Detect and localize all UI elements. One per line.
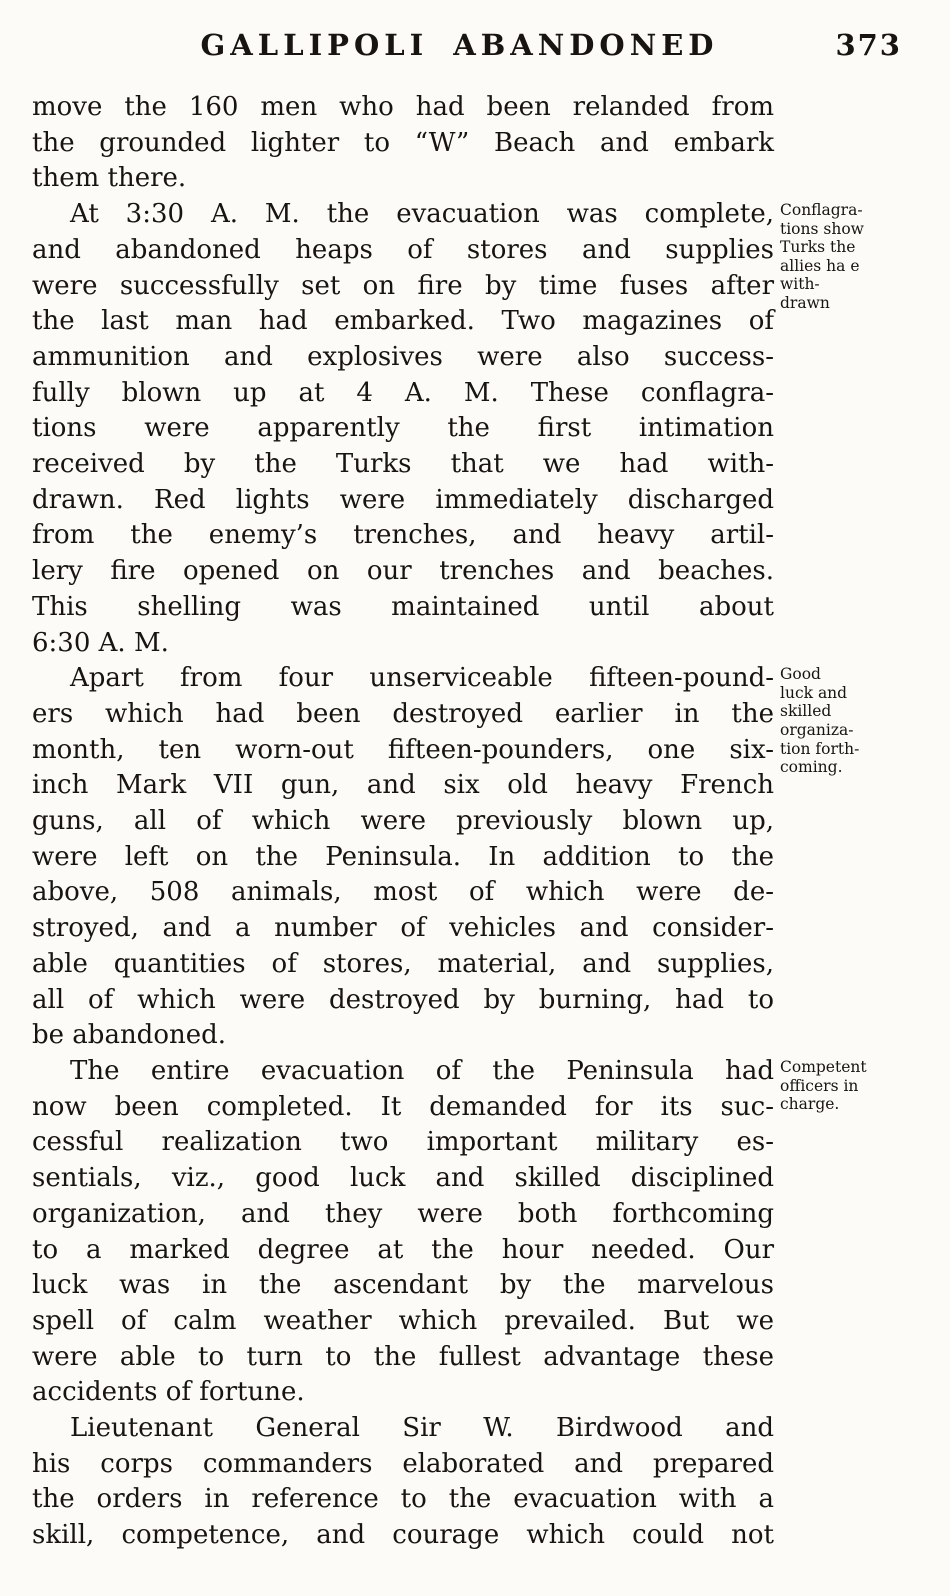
text-line: guns, all of which were previously blown up, [32,806,774,837]
text-line: month, ten worn-out fifteen-pounders, one six- [32,734,774,765]
text-line: inch Mark VII gun, and six old heavy French [32,770,774,801]
text-line: the orders in reference to the evacuation with a [32,1484,774,1515]
text-line: the grounded lighter to “W” Beach and embark [32,127,774,158]
page-title: GALLIPOLI ABANDONED [200,28,719,62]
paragraph [32,1411,774,1554]
paragraph [32,197,864,661]
text-line: received by the Turks that we had with- [32,449,774,480]
text-column [32,90,867,1554]
margin-note [780,201,950,313]
text-line: move the 160 men who had been relanded from [32,92,774,122]
paragraph [32,90,774,197]
margin-note-line: drawn [780,294,830,313]
margin-note-line: allies ha e [780,256,860,275]
page-number: 373 [835,28,902,62]
margin-note-line: tions show [780,219,864,238]
text-line: At 3:30 A. M. the evacuation was complete, [70,199,774,230]
margin-note-line: charge. [780,1095,840,1114]
text-line: This shelling was maintained until about [32,591,774,622]
text-line: stroyed, and a number of vehicles and consider- [32,913,774,944]
margin-note-line: coming. [780,758,843,777]
margin-note-line: tion forth- [780,739,860,758]
text-line: his corps commanders elaborated and prepared [32,1448,774,1479]
text-line: able quantities of stores, material, and supplies, [32,948,774,979]
text-line: and abandoned heaps of stores and supplies [32,234,774,265]
text-line: Lieutenant General Sir W. Birdwood and [70,1413,774,1444]
margin-note-line: with- [780,275,820,294]
text-line: sentials, viz., good luck and skilled disciplined [32,1163,774,1194]
text-line: lery fire opened on our trenches and beaches. [32,556,774,587]
text-line: drawn. Red lights were immediately discharged [32,484,774,515]
page-header [32,28,887,74]
text-line: to a marked degree at the hour needed. Our [32,1234,774,1265]
text-line: cessful realization two important military es- [32,1127,774,1158]
text-line: tions were apparently the first intimation [32,413,774,444]
text-line: were able to turn to the fullest advantage these [32,1341,774,1372]
margin-note [780,1058,950,1114]
text-line: now been completed. It demanded for its suc- [32,1091,774,1122]
text-line: spell of calm weather which prevailed. But we [32,1305,774,1336]
text-line: fully blown up at 4 A. M. These conflagra- [32,377,774,408]
text-line: all of which were destroyed by burning, had to [32,984,774,1015]
margin-note-line: luck and [780,683,848,702]
text-line: skill, competence, and courage which could not [32,1520,774,1551]
text-line: above, 508 animals, most of which were de- [32,877,774,908]
margin-note-line: organiza- [780,721,854,740]
text-line: were left on the Peninsula. In addition to the [32,841,774,872]
text-line: the last man had embarked. Two magazines of [32,306,774,337]
margin-note-line: Conflagra- [780,201,863,220]
paragraph [32,1054,867,1411]
text-line: The entire evacuation of the Peninsula had [70,1055,774,1086]
text-line: ers which had been destroyed earlier in the [32,698,774,729]
margin-note-line: Competent [780,1057,867,1076]
text-line: from the enemy’s trenches, and heavy artil- [32,520,774,551]
text-line: were successfully set on fire by time fuses after [32,270,774,301]
text-line: be abandoned. [32,1020,227,1051]
margin-note-line: officers in [780,1076,859,1095]
text-line: accidents of fortune. [32,1377,305,1408]
paragraph [32,661,860,1054]
text-line: 6:30 A. M. [32,627,169,658]
text-line: them there. [32,163,187,194]
margin-note-line: skilled [780,702,832,721]
margin-note-line: Turks the [780,238,856,257]
text-line: organization, and they were both forthcoming [32,1198,774,1229]
text-line: ammunition and explosives were also success- [32,341,774,372]
text-line: luck was in the ascendant by the marvelous [32,1270,774,1301]
text-line: Apart from four unserviceable fifteen-pound- [70,663,774,694]
margin-note [780,665,950,777]
margin-note-line: Good [780,665,821,684]
